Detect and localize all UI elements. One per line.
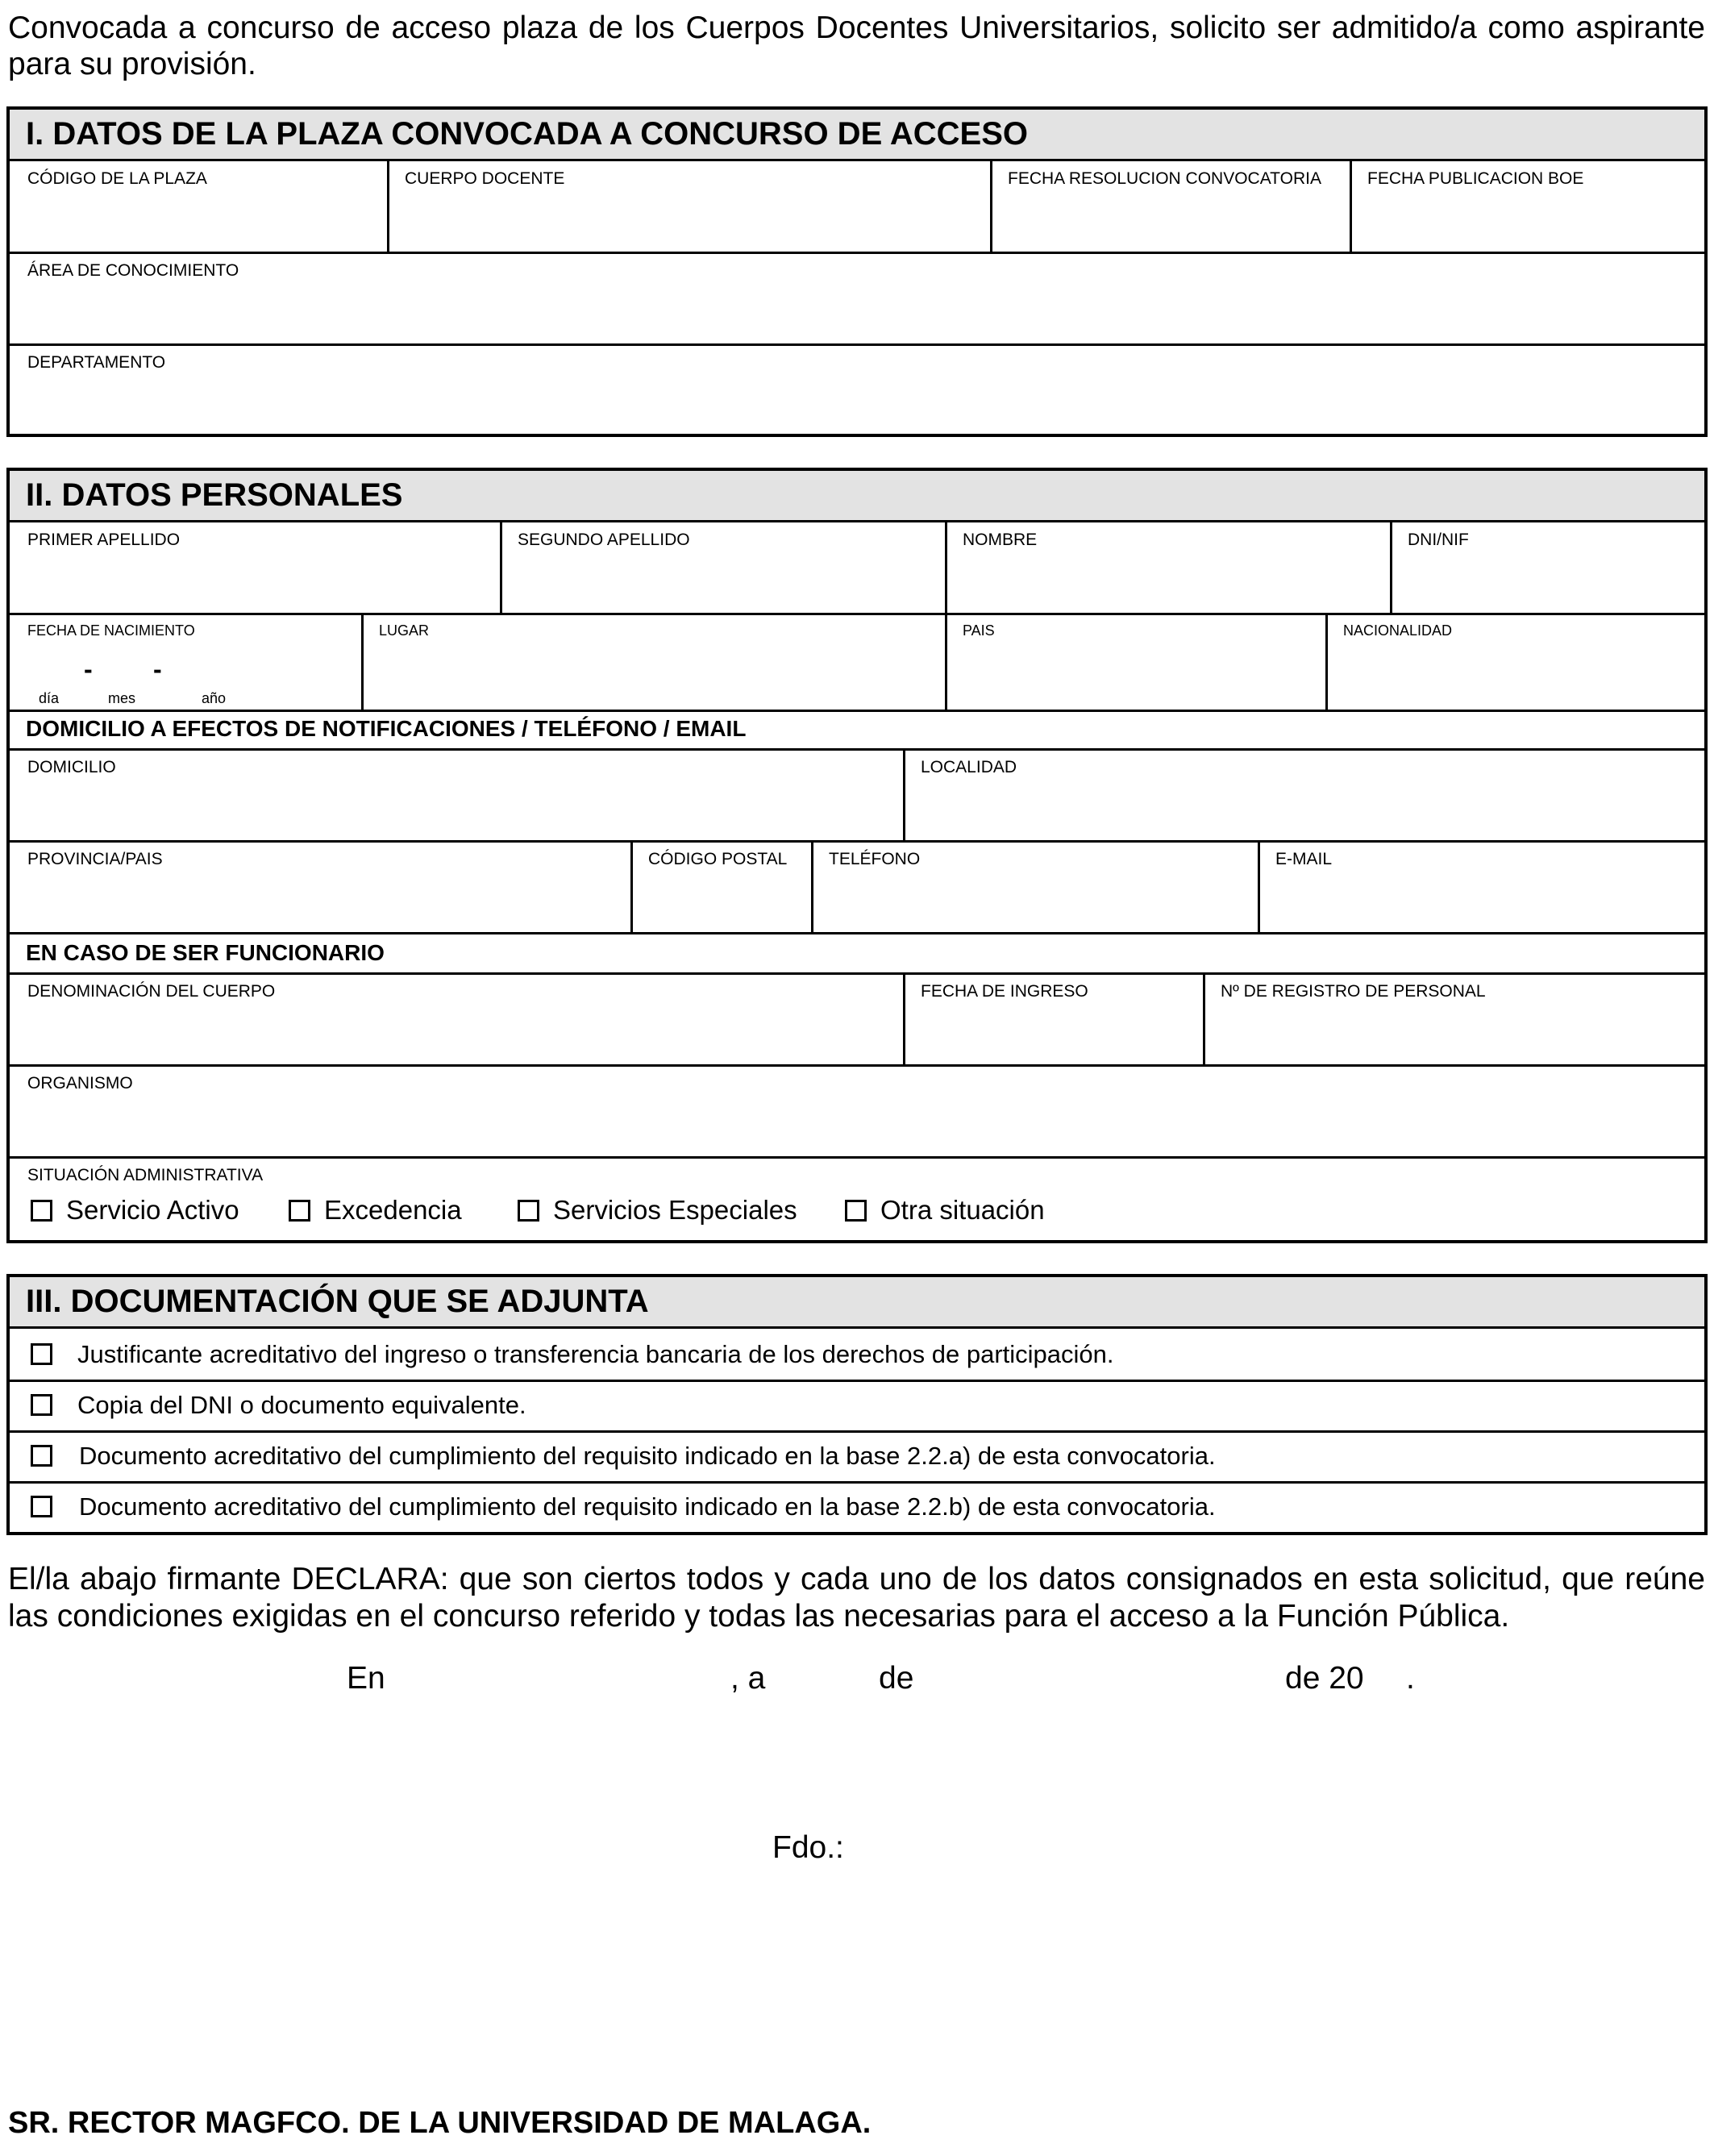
justificante-checkbox[interactable] bbox=[31, 1343, 52, 1365]
date-de-20: de 20 bbox=[1285, 1661, 1364, 1696]
organismo-field[interactable]: ORGANISMO bbox=[27, 1074, 133, 1093]
section-documentacion bbox=[6, 1274, 1708, 1535]
section-plaza-title: I. DATOS DE LA PLAZA CONVOCADA A CONCURSO DE ACCESO bbox=[10, 110, 1704, 161]
section-plaza bbox=[6, 106, 1708, 437]
denominacion-cuerpo-field[interactable]: DENOMINACIÓN DEL CUERPO bbox=[27, 982, 276, 1001]
departamento-field[interactable]: DEPARTAMENTO bbox=[27, 353, 166, 372]
codigo-postal-field[interactable]: CÓDIGO POSTAL bbox=[648, 850, 788, 868]
fecha-nacimiento-field[interactable]: FECHA DE NACIMIENTO bbox=[27, 622, 195, 639]
domicilio-subheader: DOMICILIO A EFECTOS DE NOTIFICACIONES / TELÉFONO / EMAIL bbox=[26, 716, 747, 741]
funcionario-subheader: EN CASO DE SER FUNCIONARIO bbox=[26, 940, 385, 965]
anio-label: año bbox=[202, 690, 227, 706]
otra-situacion-checkbox[interactable] bbox=[845, 1200, 867, 1222]
servicio-activo-label: Servicio Activo bbox=[66, 1195, 239, 1225]
provincia-field[interactable]: PROVINCIA/PAIS bbox=[27, 850, 163, 868]
footer-recipient: SR. RECTOR MAGFCO. DE LA UNIVERSIDAD DE MALAGA. bbox=[8, 2106, 872, 2140]
fecha-boe-field[interactable]: FECHA PUBLICACION BOE bbox=[1367, 169, 1584, 188]
requisito-a-checkbox[interactable] bbox=[31, 1445, 52, 1467]
justificante-label: Justificante acreditativo del ingreso o transferencia bancaria de los derechos de participación. bbox=[77, 1340, 1114, 1368]
date-en: En bbox=[347, 1661, 385, 1696]
codigo-plaza-field[interactable]: CÓDIGO DE LA PLAZA bbox=[27, 169, 207, 188]
registro-personal-field[interactable]: Nº DE REGISTRO DE PERSONAL bbox=[1221, 982, 1486, 1001]
declaration-text: El/la abajo firmante DECLARA: que son ciertos todos y cada uno de los datos consignados en esta solicitud, que reúne las condiciones exigidas en el concurso referido y todas las necesarias para el acceso a la Función Pública. bbox=[8, 1562, 1705, 1634]
dia-label: día bbox=[39, 690, 60, 706]
excedencia-label: Excedencia bbox=[324, 1195, 462, 1225]
telefono-field[interactable]: TELÉFONO bbox=[829, 850, 921, 868]
lugar-field[interactable]: LUGAR bbox=[379, 622, 430, 639]
localidad-field[interactable]: LOCALIDAD bbox=[921, 758, 1017, 776]
fecha-dash-1: - bbox=[84, 655, 93, 684]
date-a: , a bbox=[730, 1661, 766, 1696]
firma-label: Fdo.: bbox=[772, 1830, 844, 1865]
date-de: de bbox=[879, 1661, 914, 1696]
servicios-especiales-label: Servicios Especiales bbox=[553, 1195, 797, 1225]
area-conocimiento-field[interactable]: ÁREA DE CONOCIMIENTO bbox=[27, 261, 239, 280]
requisito-b-checkbox[interactable] bbox=[31, 1496, 52, 1517]
domicilio-field[interactable]: DOMICILIO bbox=[27, 758, 116, 776]
otra-situacion-label: Otra situación bbox=[880, 1195, 1045, 1225]
nacionalidad-field[interactable]: NACIONALIDAD bbox=[1343, 622, 1453, 639]
section-datos-personales bbox=[6, 468, 1708, 1243]
section-personales-title: II. DATOS PERSONALES bbox=[10, 471, 1704, 522]
servicios-especiales-checkbox[interactable] bbox=[518, 1200, 539, 1222]
mes-label: mes bbox=[108, 690, 136, 706]
date-dot: . bbox=[1406, 1661, 1415, 1696]
pais-field[interactable]: PAIS bbox=[963, 622, 995, 639]
fecha-ingreso-field[interactable]: FECHA DE INGRESO bbox=[921, 982, 1088, 1001]
situacion-label: SITUACIÓN ADMINISTRATIVA bbox=[27, 1166, 264, 1184]
copia-dni-checkbox[interactable] bbox=[31, 1394, 52, 1416]
copia-dni-label: Copia del DNI o documento equivalente. bbox=[77, 1391, 526, 1419]
primer-apellido-field[interactable]: PRIMER APELLIDO bbox=[27, 531, 181, 549]
email-field[interactable]: E-MAIL bbox=[1275, 850, 1333, 868]
requisito-a-label: Documento acreditativo del cumplimiento del requisito indicado en la base 2.2.a) de esta convocatoria. bbox=[79, 1442, 1216, 1470]
requisito-b-label: Documento acreditativo del cumplimiento del requisito indicado en la base 2.2.b) de esta convocatoria. bbox=[79, 1492, 1216, 1521]
intro-text: Convocada a concurso de acceso plaza de los Cuerpos Docentes Universitarios, solicito ser admitido/a como aspirante para su provisión. bbox=[8, 10, 1705, 81]
fecha-resolucion-field[interactable]: FECHA RESOLUCION CONVOCATORIA bbox=[1008, 169, 1321, 188]
section-documentacion-title: III. DOCUMENTACIÓN QUE SE ADJUNTA bbox=[10, 1277, 1704, 1329]
nombre-field[interactable]: NOMBRE bbox=[963, 531, 1038, 549]
servicio-activo-checkbox[interactable] bbox=[31, 1200, 52, 1222]
excedencia-checkbox[interactable] bbox=[289, 1200, 310, 1222]
cuerpo-docente-field[interactable]: CUERPO DOCENTE bbox=[405, 169, 565, 188]
dni-field[interactable]: DNI/NIF bbox=[1408, 531, 1469, 549]
segundo-apellido-field[interactable]: SEGUNDO APELLIDO bbox=[518, 531, 690, 549]
fecha-dash-2: - bbox=[153, 655, 162, 684]
